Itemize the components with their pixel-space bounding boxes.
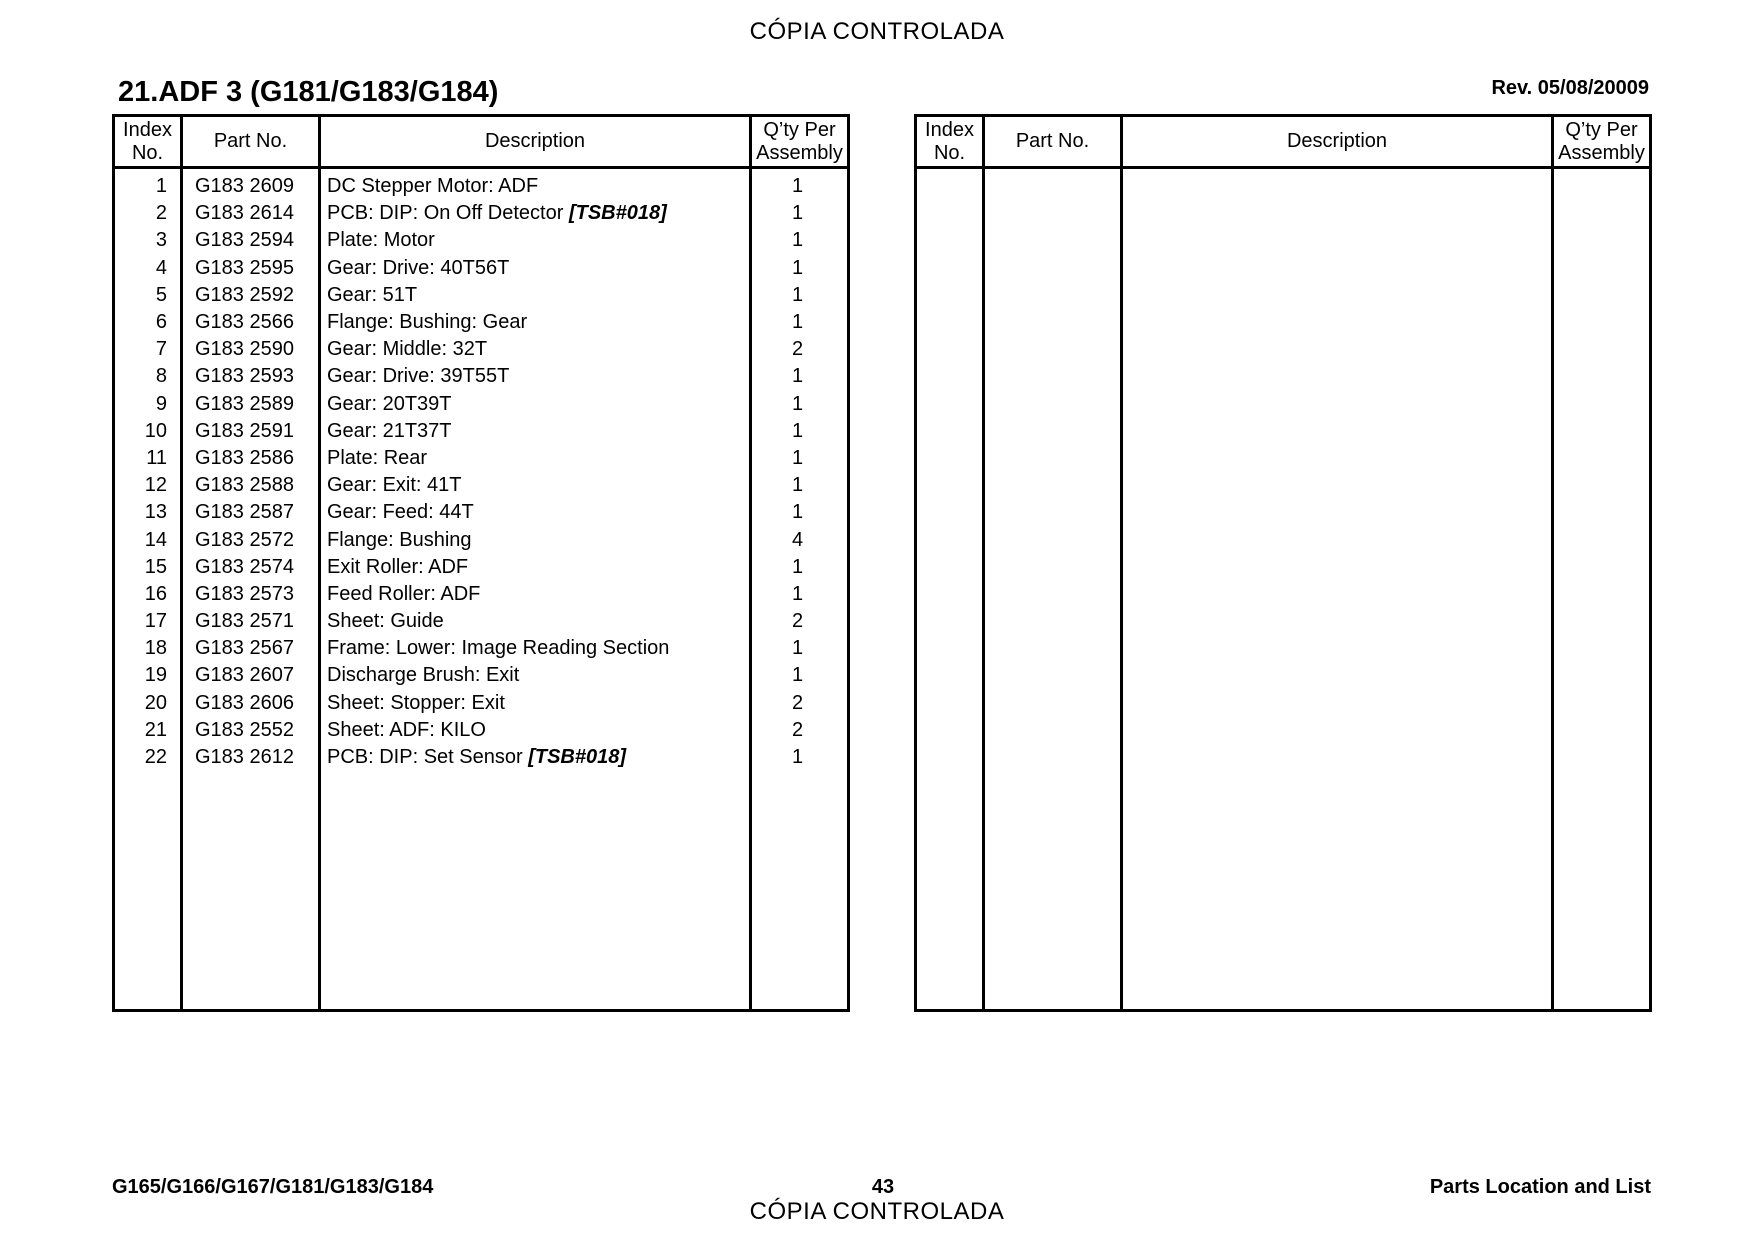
table-row — [114, 445, 849, 472]
description-text: Plate: Rear — [327, 446, 428, 469]
description-text: Gear: Feed: 44T — [327, 501, 474, 524]
description-text: Flange: Bushing — [327, 528, 472, 551]
description-text: Gear: Exit: 41T — [327, 474, 462, 497]
description-cell — [320, 418, 751, 445]
parts-table-left — [112, 114, 850, 1012]
index-cell: 20 — [144, 691, 167, 714]
description-text: Sheet: Guide — [327, 610, 444, 633]
quantity-cell: 1 — [751, 635, 849, 662]
description-text: Feed Roller: ADF — [327, 582, 481, 605]
table-row — [114, 255, 849, 282]
index-cell: 16 — [144, 582, 167, 605]
table-row — [114, 363, 849, 390]
table-row — [114, 168, 849, 201]
header-part-no: Part No. — [182, 116, 320, 168]
index-cell: 1 — [155, 175, 167, 198]
description-cell — [320, 472, 751, 499]
part-number-cell: G183 2593 — [182, 363, 320, 390]
description-cell — [320, 363, 751, 390]
part-number-cell: G183 2567 — [182, 635, 320, 662]
part-number-cell: G183 2614 — [182, 200, 320, 227]
quantity-cell: 1 — [751, 418, 849, 445]
table-header-row — [916, 116, 1651, 168]
part-number-cell: G183 2591 — [182, 418, 320, 445]
table-row — [114, 690, 849, 717]
controlled-copy-stamp-bottom: CÓPIA CONTROLADA — [749, 1198, 1005, 1225]
quantity-cell: 1 — [751, 472, 849, 499]
quantity-cell: 1 — [751, 662, 849, 689]
description-cell — [320, 744, 751, 771]
header-qty-per-assembly: Q’ty Per Assembly — [1553, 116, 1651, 168]
description-cell — [320, 309, 751, 336]
description-cell — [320, 581, 751, 608]
part-number-cell: G183 2573 — [182, 581, 320, 608]
header-description: Description — [320, 116, 751, 168]
part-number-cell: G183 2587 — [182, 499, 320, 526]
description-cell — [320, 608, 751, 635]
description-text: Sheet: Stopper: Exit — [327, 691, 505, 714]
part-number-cell: G183 2595 — [182, 255, 320, 282]
index-cell: 14 — [144, 528, 167, 551]
index-cell: 7 — [155, 338, 167, 361]
quantity-cell: 4 — [751, 526, 849, 553]
description-text: DC Stepper Motor: ADF — [327, 175, 539, 198]
part-number-cell: G183 2612 — [182, 744, 320, 771]
description-text: Gear: 51T — [327, 283, 418, 306]
quantity-cell: 2 — [751, 336, 849, 363]
description-cell — [320, 554, 751, 581]
description-cell — [320, 168, 751, 201]
index-cell: 11 — [146, 446, 167, 469]
description-text: Plate: Motor — [327, 229, 435, 252]
part-number-cell: G183 2588 — [182, 472, 320, 499]
index-cell: 21 — [144, 718, 167, 741]
description-cell — [320, 635, 751, 662]
quantity-cell: 1 — [751, 309, 849, 336]
table-row — [114, 744, 849, 771]
part-number-cell: G183 2594 — [182, 227, 320, 254]
description-cell — [320, 445, 751, 472]
empty-filler-row — [916, 168, 1651, 1011]
part-number-cell: G183 2590 — [182, 336, 320, 363]
table-header-row — [114, 116, 849, 168]
index-cell: 10 — [144, 419, 167, 442]
description-text: Gear: Middle: 32T — [327, 338, 488, 361]
index-cell: 3 — [155, 229, 167, 252]
quantity-cell: 2 — [751, 717, 849, 744]
index-cell: 12 — [144, 474, 167, 497]
header-description: Description — [1122, 116, 1553, 168]
description-text: Discharge Brush: Exit — [327, 664, 520, 687]
quantity-cell: 1 — [751, 255, 849, 282]
header-part-no: Part No. — [984, 116, 1122, 168]
quantity-cell: 1 — [751, 282, 849, 309]
index-cell: 18 — [144, 637, 167, 660]
description-cell — [320, 336, 751, 363]
index-cell: 4 — [155, 256, 167, 279]
description-text: PCB: DIP: Set Sensor — [327, 746, 523, 769]
description-cell — [320, 499, 751, 526]
table-row — [114, 391, 849, 418]
footer-section-name: Parts Location and List — [1429, 1176, 1651, 1198]
part-number-cell: G183 2609 — [182, 168, 320, 201]
part-number-cell: G183 2607 — [182, 662, 320, 689]
table-row — [114, 635, 849, 662]
quantity-cell: 1 — [751, 363, 849, 390]
table-row — [114, 472, 849, 499]
controlled-copy-stamp-top: CÓPIA CONTROLADA — [749, 18, 1005, 45]
index-cell: 22 — [144, 746, 167, 769]
part-number-cell: G183 2552 — [182, 717, 320, 744]
quantity-cell: 2 — [751, 690, 849, 717]
table-row — [114, 554, 849, 581]
description-cell — [320, 227, 751, 254]
description-text: Gear: Drive: 39T55T — [327, 365, 510, 388]
tsb-reference: [TSB#018] — [528, 746, 627, 769]
index-cell: 17 — [144, 610, 167, 633]
empty-filler-row — [114, 771, 849, 1010]
description-cell — [320, 200, 751, 227]
table-row — [114, 309, 849, 336]
table-row — [114, 336, 849, 363]
description-text: Gear: Drive: 40T56T — [327, 256, 510, 279]
table-row — [114, 282, 849, 309]
header-qty-per-assembly: Q’ty Per Assembly — [751, 116, 849, 168]
quantity-cell: 1 — [751, 227, 849, 254]
description-cell — [320, 690, 751, 717]
description-cell — [320, 282, 751, 309]
part-number-cell: G183 2606 — [182, 690, 320, 717]
index-cell: 2 — [155, 202, 167, 225]
quantity-cell: 1 — [751, 200, 849, 227]
part-number-cell: G183 2586 — [182, 445, 320, 472]
quantity-cell: 1 — [751, 391, 849, 418]
table-row — [114, 227, 849, 254]
part-number-cell: G183 2572 — [182, 526, 320, 553]
part-number-cell: G183 2592 — [182, 282, 320, 309]
description-text: Flange: Bushing: Gear — [327, 311, 528, 334]
description-cell — [320, 662, 751, 689]
table-row — [114, 499, 849, 526]
footer-page-number: 43 — [871, 1176, 895, 1198]
page-title: 21.ADF 3 (G181/G183/G184) — [118, 76, 499, 108]
quantity-cell: 1 — [751, 744, 849, 771]
quantity-cell: 1 — [751, 445, 849, 472]
description-text: Exit Roller: ADF — [327, 555, 469, 578]
index-cell: 8 — [155, 365, 167, 388]
table-row — [114, 526, 849, 553]
index-cell: 19 — [144, 664, 167, 687]
description-text: Gear: 20T39T — [327, 392, 452, 415]
quantity-cell: 1 — [751, 499, 849, 526]
description-text: Sheet: ADF: KILO — [327, 718, 486, 741]
part-number-cell: G183 2589 — [182, 391, 320, 418]
description-cell — [320, 391, 751, 418]
part-number-cell: G183 2566 — [182, 309, 320, 336]
description-cell — [320, 526, 751, 553]
table-row — [114, 418, 849, 445]
index-cell: 9 — [155, 392, 167, 415]
description-text: Gear: 21T37T — [327, 419, 452, 442]
quantity-cell: 1 — [751, 554, 849, 581]
quantity-cell: 1 — [751, 168, 849, 201]
header-index-no: Index No. — [916, 116, 984, 168]
header-index-no: Index No. — [114, 116, 182, 168]
footer-model-numbers: G165/G166/G167/G181/G183/G184 — [112, 1176, 434, 1198]
index-cell: 6 — [155, 311, 167, 334]
description-cell — [320, 717, 751, 744]
index-cell: 5 — [155, 283, 167, 306]
table-row — [114, 717, 849, 744]
revision-date: Rev. 05/08/20009 — [1491, 77, 1649, 99]
description-cell — [320, 255, 751, 282]
parts-table-right — [914, 114, 1652, 1012]
part-number-cell: G183 2574 — [182, 554, 320, 581]
description-text: PCB: DIP: On Off Detector — [327, 202, 564, 225]
table-row — [114, 200, 849, 227]
quantity-cell: 2 — [751, 608, 849, 635]
description-text: Frame: Lower: Image Reading Section — [327, 637, 670, 660]
table-row — [114, 581, 849, 608]
index-cell: 15 — [144, 555, 167, 578]
table-row — [114, 608, 849, 635]
part-number-cell: G183 2571 — [182, 608, 320, 635]
tsb-reference: [TSB#018] — [568, 202, 667, 225]
table-row — [114, 662, 849, 689]
index-cell: 13 — [144, 501, 167, 524]
quantity-cell: 1 — [751, 581, 849, 608]
